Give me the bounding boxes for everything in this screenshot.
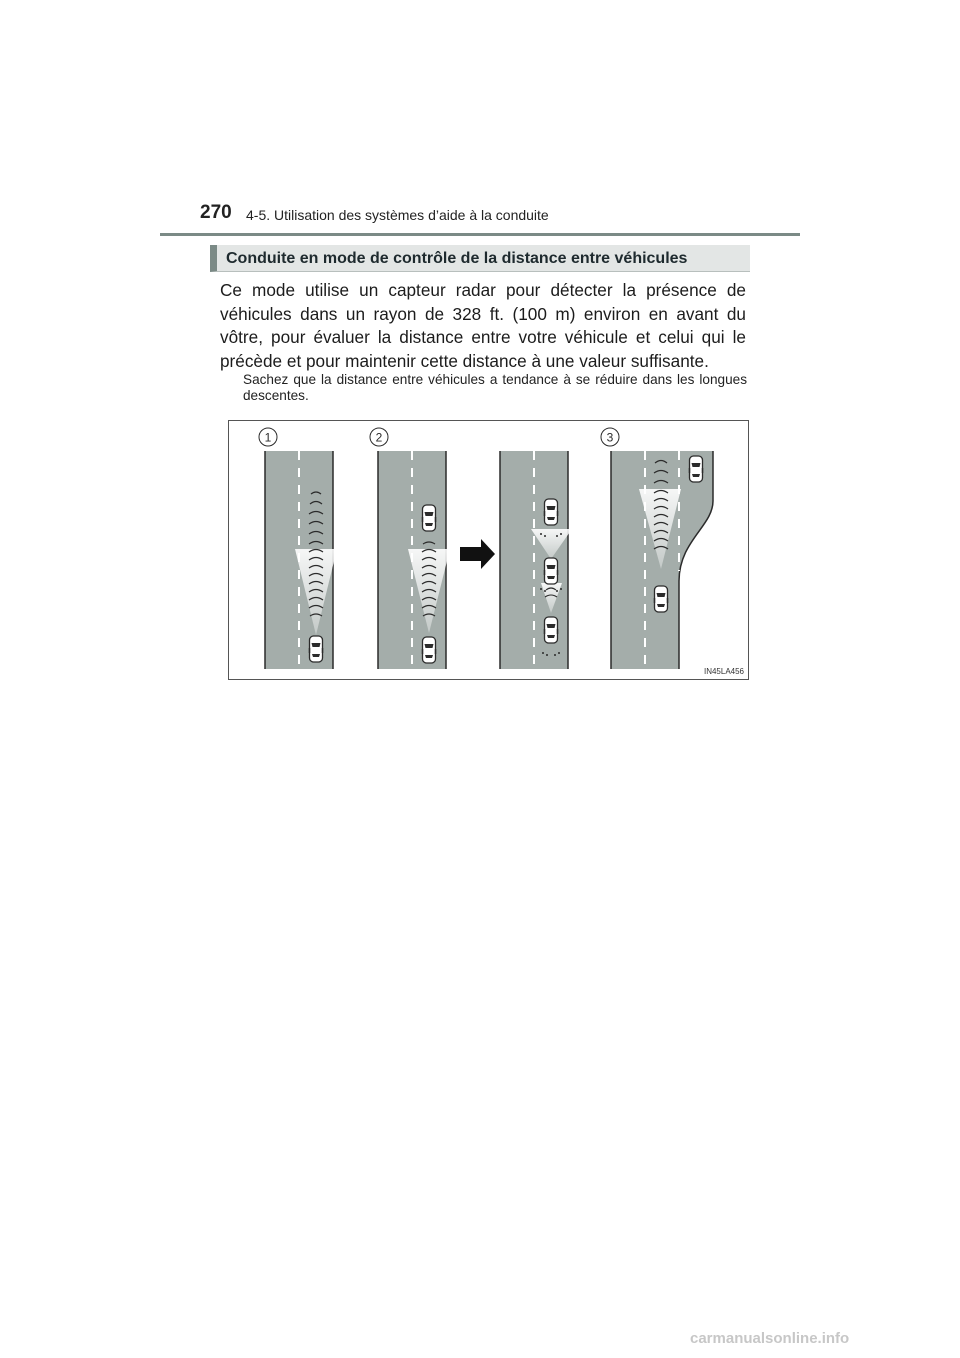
page-number: 270 — [200, 202, 232, 223]
label-2-text: 2 — [375, 430, 383, 445]
chapter-title: 4-5. Utilisation des systèmes d’aide à la conduite — [246, 207, 549, 223]
header-rule — [160, 233, 800, 236]
label-3-text: 3 — [606, 430, 614, 445]
note-paragraph: Sachez que la distance entre véhicules a tendance à se réduire dans les longues descentes. — [243, 372, 747, 403]
label-1 — [259, 428, 277, 446]
scene-2 — [378, 451, 450, 669]
section-heading-text: Conduite en mode de contrôle de la distance entre véhicules — [226, 250, 688, 267]
scene-1 — [265, 451, 337, 669]
label-2 — [370, 428, 388, 446]
arrow-right-icon — [460, 539, 495, 569]
body-paragraph: Ce mode utilise un capteur radar pour détecter la présence de véhicules dans un rayon de 328 ft. (100 m) environ en avant du vôtre, pour évaluer la distance entre votre véhicule et celui qui le précède et pour maintenir cette distance à une valeur suffisante. — [220, 280, 746, 371]
scene-3 — [611, 451, 713, 669]
watermark: carmanualsonline.info — [690, 1330, 850, 1347]
scene-2-after — [500, 451, 572, 669]
label-1-text: 1 — [264, 430, 272, 445]
illustration — [228, 420, 749, 680]
label-3 — [601, 428, 619, 446]
section-heading — [210, 245, 750, 272]
figure-code: IN45LA456 — [703, 667, 744, 676]
